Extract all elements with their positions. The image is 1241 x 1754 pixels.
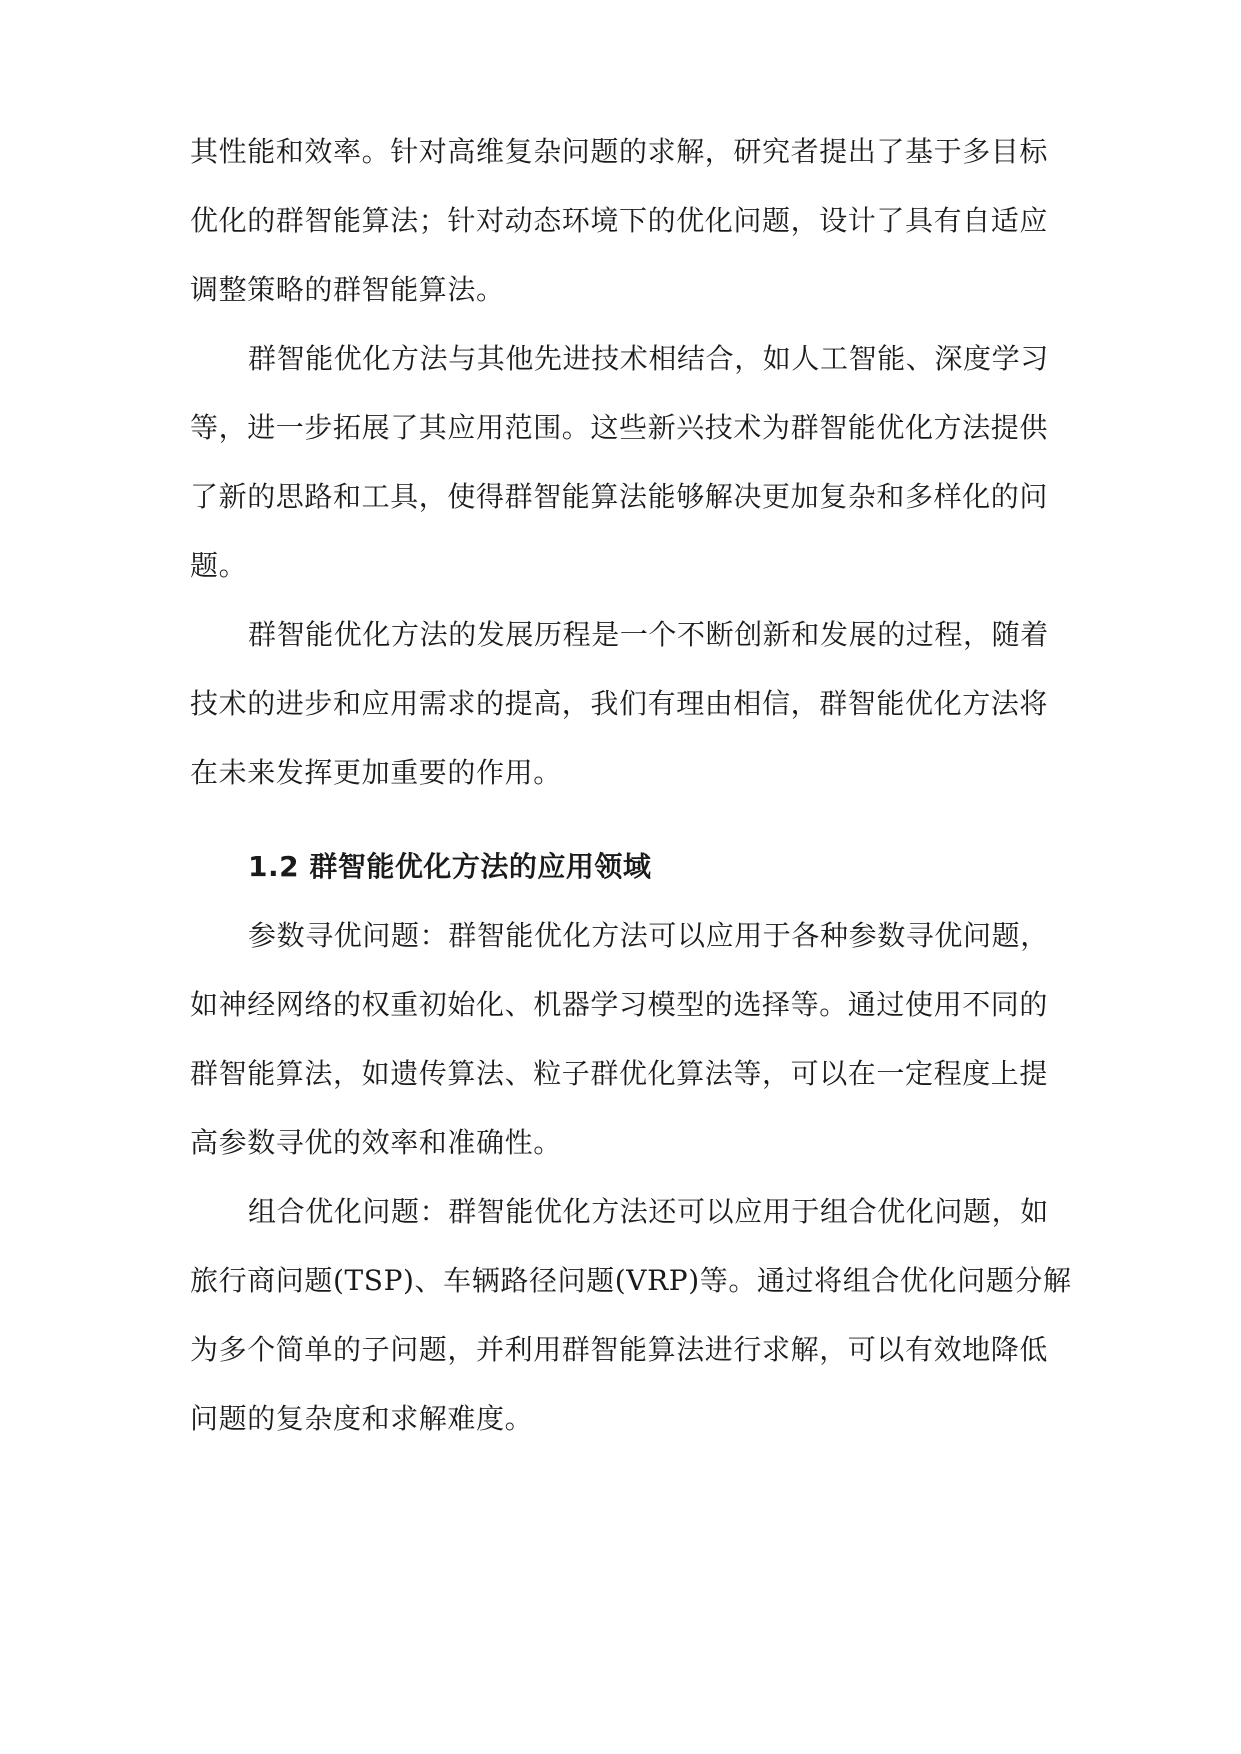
paragraph-5-line-2: 旅行商问题(TSP)、车辆路径问题(VRP)等。通过将组合优化问题分解 xyxy=(190,1264,1072,1297)
paragraph-3-line-2: 技术的进步和应用需求的提高，我们有理由相信，群智能优化方法将 xyxy=(190,687,1049,720)
paragraph-4-line-2: 如神经网络的权重初始化、机器学习模型的选择等。通过使用不同的 xyxy=(190,988,1049,1021)
paragraph-5-line-3: 为多个简单的子问题，并利用群智能算法进行求解，可以有效地降低 xyxy=(190,1333,1049,1366)
paragraph-2-line-3: 了新的思路和工具，使得群智能算法能够解决更加复杂和多样化的问 xyxy=(190,480,1049,513)
paragraph-5-line-4: 问题的复杂度和求解难度。 xyxy=(190,1402,534,1435)
paragraph-4-line-1: 参数寻优问题：群智能优化方法可以应用于各种参数寻优问题， xyxy=(248,919,1049,952)
paragraph-1-line-2: 优化的群智能算法；针对动态环境下的优化问题，设计了具有自适应 xyxy=(190,204,1049,237)
section-heading: 1.2 群智能优化方法的应用领域 xyxy=(248,850,652,883)
paragraph-4-line-4: 高参数寻优的效率和准确性。 xyxy=(190,1126,562,1159)
paragraph-2-line-4: 题。 xyxy=(190,549,248,582)
paragraph-5-line-1: 组合优化问题：群智能优化方法还可以应用于组合优化问题，如 xyxy=(248,1195,1049,1228)
paragraph-4-line-3: 群智能算法，如遗传算法、粒子群优化算法等，可以在一定程度上提 xyxy=(190,1057,1049,1090)
paragraph-3-line-3: 在未来发挥更加重要的作用。 xyxy=(190,756,562,789)
paragraph-1-line-3: 调整策略的群智能算法。 xyxy=(190,273,505,306)
paragraph-1-line-1: 其性能和效率。针对高维复杂问题的求解，研究者提出了基于多目标 xyxy=(190,135,1049,168)
paragraph-2-line-1: 群智能优化方法与其他先进技术相结合，如人工智能、深度学习 xyxy=(248,342,1049,375)
paragraph-2-line-2: 等，进一步拓展了其应用范围。这些新兴技术为群智能优化方法提供 xyxy=(190,411,1049,444)
paragraph-3-line-1: 群智能优化方法的发展历程是一个不断创新和发展的过程，随着 xyxy=(248,618,1049,651)
